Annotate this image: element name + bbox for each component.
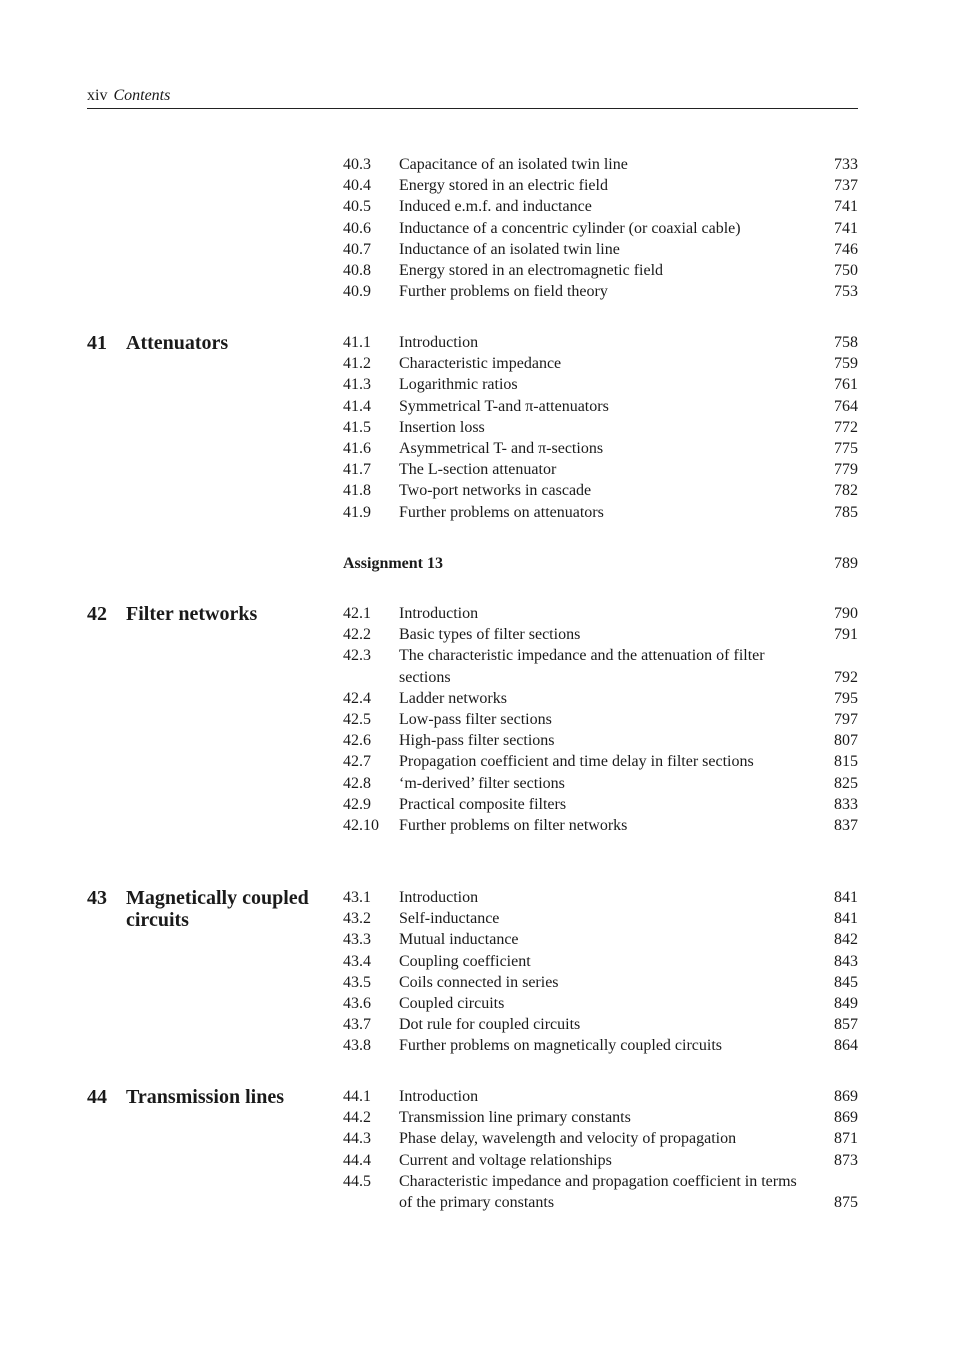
entry-page: 841 — [834, 910, 858, 928]
entry-title: Induced e.m.f. and inductance — [399, 198, 592, 216]
entry-title: The L-section attenuator — [399, 461, 557, 479]
entry-page: 753 — [834, 283, 858, 301]
toc-entry-42-7[interactable] — [343, 751, 858, 772]
entry-number: 42.4 — [343, 689, 371, 707]
entry-number: 41.8 — [343, 482, 371, 500]
entry-number: 43.1 — [343, 889, 371, 906]
entry-title: Further problems on filter networks — [399, 817, 628, 835]
toc-entry-40-4[interactable] — [343, 175, 858, 196]
entry-number: 42.10 — [343, 817, 379, 835]
entry-title: High-pass filter sections — [399, 732, 555, 750]
entry-page: 741 — [834, 219, 858, 237]
entry-number: 40.9 — [343, 283, 371, 301]
entry-page: 869 — [834, 1109, 858, 1127]
entry-page: 759 — [834, 355, 858, 373]
entry-page: 746 — [834, 240, 858, 258]
entry-title: Basic types of filter sections — [399, 626, 581, 644]
entry-number: 42.5 — [343, 711, 371, 729]
entry-page: 825 — [834, 774, 858, 792]
header-page-number: xiv — [87, 87, 108, 104]
entry-page: 875 — [834, 1194, 858, 1212]
entry-title: ‘m-derived’ filter sections — [399, 774, 565, 792]
entry-number: 41.1 — [343, 334, 371, 351]
toc-entry-41-9[interactable] — [343, 502, 858, 523]
entry-number: 43.6 — [343, 995, 371, 1013]
entry-page: 772 — [834, 418, 858, 436]
entry-number: 44.4 — [343, 1151, 371, 1169]
toc-entry-42-8[interactable] — [343, 773, 858, 794]
toc-entry-42-1[interactable] — [343, 603, 858, 624]
entry-number: 41.2 — [343, 355, 371, 373]
entry-page: 873 — [834, 1151, 858, 1169]
toc-entry-42-9[interactable] — [343, 794, 858, 815]
entry-title: Introduction — [399, 334, 479, 351]
entry-number: 40.3 — [343, 156, 371, 173]
entry-number: 41.4 — [343, 397, 371, 415]
toc-entry-44-2[interactable] — [343, 1107, 858, 1128]
entry-page: 782 — [834, 482, 858, 500]
toc-entry-41-2[interactable] — [343, 353, 858, 374]
toc-entry-41-8[interactable] — [343, 480, 858, 501]
entry-number: 40.8 — [343, 262, 371, 280]
entry-page: 815 — [834, 753, 858, 771]
toc-entry-40-9[interactable] — [343, 281, 858, 302]
entry-title: Ladder networks — [399, 689, 507, 707]
toc-entry-43-4[interactable] — [343, 951, 858, 972]
toc-entry-44-4[interactable] — [343, 1150, 858, 1171]
entry-page: 864 — [834, 1037, 858, 1055]
entry-title: Energy stored in an electric field — [399, 177, 608, 195]
chapter-entries — [343, 887, 858, 1057]
chapter-title: Attenuators — [126, 332, 229, 354]
entry-page: 833 — [834, 795, 858, 813]
entry-page: 842 — [834, 931, 858, 949]
entry-number: 42.3 — [343, 647, 371, 665]
chapter-number: 41 — [87, 332, 107, 354]
chapter-entries — [343, 154, 858, 302]
entry-number: 43.3 — [343, 931, 371, 949]
entry-number: 43.2 — [343, 910, 371, 928]
entry-number: 43.7 — [343, 1016, 371, 1034]
entry-page: 797 — [834, 711, 858, 729]
entry-number: 43.5 — [343, 973, 371, 991]
entry-page: 837 — [834, 817, 858, 835]
entry-number: 40.4 — [343, 177, 371, 195]
toc-entry-41-3[interactable] — [343, 374, 858, 395]
toc-entry-40-8[interactable] — [343, 260, 858, 281]
entry-title: Asymmetrical T- and π-sections — [399, 440, 604, 458]
entry-number: 44.3 — [343, 1130, 371, 1148]
entry-page: 785 — [834, 503, 858, 521]
chapter-entries — [343, 603, 858, 836]
entry-title: Two-port networks in cascade — [399, 482, 592, 500]
entry-number: 42.7 — [343, 753, 371, 771]
chapter-entries — [343, 332, 858, 523]
entry-page: 775 — [834, 440, 858, 458]
entry-number: 41.3 — [343, 376, 371, 394]
entry-page: 869 — [834, 1088, 858, 1105]
entry-title: Insertion loss — [399, 418, 485, 436]
toc-entry-41-7[interactable] — [343, 459, 858, 480]
entry-title: Further problems on magnetically coupled circuits — [399, 1037, 723, 1055]
chapter-title: Magnetically coupled circuits — [126, 887, 309, 931]
entry-title: Introduction — [399, 605, 479, 622]
entry-title: Mutual inductance — [399, 931, 519, 949]
assignment-label: Assignment 13 — [343, 555, 444, 572]
entry-title: Energy stored in an electromagnetic field — [399, 262, 664, 280]
toc-entry-42-6[interactable] — [343, 730, 858, 751]
toc-entry-43-1[interactable] — [343, 887, 858, 908]
toc-entry-43-5[interactable] — [343, 972, 858, 993]
entry-number: 42.2 — [343, 626, 371, 644]
entry-page: 791 — [834, 626, 858, 644]
entry-page: 737 — [834, 177, 858, 195]
entry-title: Dot rule for coupled circuits — [399, 1016, 581, 1034]
entry-title: Symmetrical T-and π-attenuators — [399, 397, 609, 415]
entry-title: Characteristic impedance and propagation coefficient in terms of the primary constants — [399, 1172, 797, 1212]
entry-title: Low-pass filter sections — [399, 711, 552, 729]
entry-page: 849 — [834, 995, 858, 1013]
toc-entry-42-10[interactable] — [343, 815, 858, 836]
entry-number: 41.5 — [343, 418, 371, 436]
toc-entry-41-1[interactable] — [343, 332, 858, 353]
entry-title: Capacitance of an isolated twin line — [399, 156, 628, 173]
assignment-page: 789 — [834, 555, 858, 572]
chapter-number: 44 — [87, 1086, 107, 1108]
entry-page: 807 — [834, 732, 858, 750]
entry-title: Practical composite filters — [399, 795, 567, 813]
entry-title: Coupled circuits — [399, 995, 505, 1013]
entry-page: 764 — [834, 397, 858, 415]
toc-entry-44-3[interactable] — [343, 1128, 858, 1149]
entry-page: 741 — [834, 198, 858, 216]
entry-number: 41.6 — [343, 440, 371, 458]
toc-entry-44-1[interactable] — [343, 1086, 858, 1107]
toc-entry-43-3[interactable] — [343, 929, 858, 950]
entry-title: Inductance of a concentric cylinder (or coaxial cable) — [399, 219, 741, 237]
chapter-title: Filter networks — [126, 603, 258, 625]
entry-page: 843 — [834, 952, 858, 970]
entry-number: 42.1 — [343, 605, 371, 622]
header-title: Contents — [113, 87, 171, 104]
toc-entry-43-8[interactable] — [343, 1035, 858, 1056]
entry-page: 792 — [834, 668, 858, 686]
entry-page: 871 — [834, 1130, 858, 1148]
toc-entry-42-2[interactable] — [343, 624, 858, 645]
entry-number: 41.9 — [343, 503, 371, 521]
toc-entry-43-7[interactable] — [343, 1014, 858, 1035]
chapter-title: Transmission lines — [126, 1086, 284, 1108]
toc-entry-41-5[interactable] — [343, 417, 858, 438]
assignment-entry[interactable] — [343, 553, 858, 574]
entry-title: Logarithmic ratios — [399, 376, 518, 394]
toc-entry-42-3[interactable] — [343, 645, 858, 687]
entry-title: Coupling coefficient — [399, 952, 531, 970]
toc-entry-42-5[interactable] — [343, 709, 858, 730]
entry-number: 41.7 — [343, 461, 371, 479]
chapter-number: 43 — [87, 887, 107, 909]
entry-page: 761 — [834, 376, 858, 394]
entry-number: 40.7 — [343, 240, 371, 258]
entry-page: 845 — [834, 973, 858, 991]
entry-page: 779 — [834, 461, 858, 479]
entry-title: Transmission line primary constants — [399, 1109, 631, 1127]
toc-entry-42-4[interactable] — [343, 688, 858, 709]
toc-entry-43-6[interactable] — [343, 993, 858, 1014]
entry-page: 841 — [834, 889, 858, 906]
entry-number: 43.4 — [343, 952, 371, 970]
toc-entry-40-7[interactable] — [343, 239, 858, 260]
entry-number: 42.6 — [343, 732, 371, 750]
entry-title: Inductance of an isolated twin line — [399, 240, 620, 258]
entry-title: Further problems on field theory — [399, 283, 608, 301]
entry-page: 733 — [834, 156, 858, 173]
entry-number: 44.1 — [343, 1088, 371, 1105]
toc-entry-40-3[interactable] — [343, 154, 858, 175]
entry-page: 857 — [834, 1016, 858, 1034]
entry-title: Introduction — [399, 889, 479, 906]
toc-entry-40-5[interactable] — [343, 196, 858, 217]
entry-number: 40.6 — [343, 219, 371, 237]
entry-number: 44.5 — [343, 1172, 371, 1190]
toc-entry-41-6[interactable] — [343, 438, 858, 459]
toc-entry-40-6[interactable] — [343, 218, 858, 239]
toc-entry-41-4[interactable] — [343, 396, 858, 417]
entry-title: Further problems on attenuators — [399, 503, 604, 521]
entry-number: 40.5 — [343, 198, 371, 216]
entry-number: 42.9 — [343, 795, 371, 813]
entry-title: Coils connected in series — [399, 973, 559, 991]
entry-number: 43.8 — [343, 1037, 371, 1055]
entry-title: Propagation coefficient and time delay in filter sections — [399, 753, 754, 771]
entry-number: 44.2 — [343, 1109, 371, 1127]
entry-number: 42.8 — [343, 774, 371, 792]
entry-title: Introduction — [399, 1088, 479, 1105]
toc-entry-43-2[interactable] — [343, 908, 858, 929]
entry-page: 758 — [834, 334, 858, 351]
entry-page: 790 — [834, 605, 858, 622]
chapter-number: 42 — [87, 603, 107, 625]
entry-title: Self-inductance — [399, 910, 500, 928]
entry-title: The characteristic impedance and the attenuation of filter sections — [399, 647, 765, 686]
chapter-entries — [343, 1086, 858, 1213]
entry-page: 795 — [834, 689, 858, 707]
entry-page: 750 — [834, 262, 858, 280]
entry-title: Current and voltage relationships — [399, 1151, 612, 1169]
entry-title: Phase delay, wavelength and velocity of propagation — [399, 1130, 737, 1148]
entry-title: Characteristic impedance — [399, 355, 562, 373]
toc-entry-44-5[interactable] — [343, 1171, 858, 1213]
